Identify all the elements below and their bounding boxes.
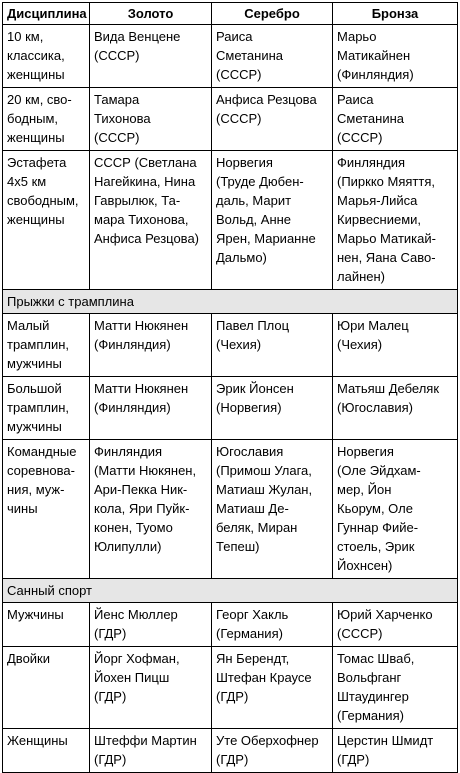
- silver-cell: Уте Оберхофнер (ГДР): [212, 729, 333, 773]
- header-silver: Серебро: [212, 3, 333, 25]
- silver-cell: Георг Хакль (Германия): [212, 603, 333, 647]
- discipline-cell: 10 км, классика, женщины: [3, 25, 90, 88]
- bronze-cell: Раиса Сметанина (СССР): [333, 88, 458, 151]
- table-row: [3, 440, 458, 579]
- silver-cell: Эрик Йонсен (Норвегия): [212, 377, 333, 440]
- table-row: [3, 729, 458, 773]
- header-gold: Золото: [90, 3, 212, 25]
- gold-cell: Вида Венцене (СССР): [90, 25, 212, 88]
- bronze-cell: Матьяш Дебеляк (Югославия): [333, 377, 458, 440]
- discipline-cell: Большой трамплин, мужчины: [3, 377, 90, 440]
- silver-cell: Анфиса Резцова (СССР): [212, 88, 333, 151]
- bronze-cell: Юри Малец (Чехия): [333, 314, 458, 377]
- section-title: Санный спорт: [3, 579, 458, 603]
- table-row: [3, 647, 458, 729]
- discipline-cell: 20 км, сво- бодным, женщины: [3, 88, 90, 151]
- discipline-cell: Женщины: [3, 729, 90, 773]
- table-row: [3, 377, 458, 440]
- header-bronze: Бронза: [333, 3, 458, 25]
- table-row: [3, 151, 458, 290]
- bronze-cell: Марьо Матикайнен (Финляндия): [333, 25, 458, 88]
- table-row: [3, 25, 458, 88]
- header-discipline: Дисциплина: [3, 3, 90, 25]
- silver-cell: Павел Плоц (Чехия): [212, 314, 333, 377]
- bronze-cell: Юрий Харченко (СССР): [333, 603, 458, 647]
- section-row: [3, 579, 458, 603]
- bronze-cell: Церстин Шмидт (ГДР): [333, 729, 458, 773]
- results-table: [2, 2, 458, 773]
- discipline-cell: Эстафета 4x5 км свободным, женщины: [3, 151, 90, 290]
- gold-cell: СССР (Светлана Нагейкина, Нина Гаврылюк, Та- мара Тихонова, Анфиса Резцова): [90, 151, 212, 290]
- bronze-cell: Финляндия (Пиркко Мяяття, Марья-Лийса Кирвесниеми, Марьо Матикай- нен, Яана Саво- лайнен): [333, 151, 458, 290]
- section-title: Прыжки с трамплина: [3, 290, 458, 314]
- gold-cell: Финляндия (Матти Нюкянен, Ари-Пекка Ник- кола, Яри Пуйк- конен, Туомо Юлипулли): [90, 440, 212, 579]
- silver-cell: Норвегия (Труде Дюбен- даль, Марит Вольд, Анне Ярен, Марианне Дальмо): [212, 151, 333, 290]
- gold-cell: Матти Нюкянен (Финляндия): [90, 377, 212, 440]
- bronze-cell: Норвегия (Оле Эйдхам- мер, Йон Кьорум, Оле Гуннар Фийе- стоель, Эрик Йохнсен): [333, 440, 458, 579]
- discipline-cell: Мужчины: [3, 603, 90, 647]
- gold-cell: Йенс Мюллер (ГДР): [90, 603, 212, 647]
- discipline-cell: Двойки: [3, 647, 90, 729]
- table-row: [3, 88, 458, 151]
- section-row: [3, 290, 458, 314]
- header-row: [3, 3, 458, 25]
- discipline-cell: Малый трамплин, мужчины: [3, 314, 90, 377]
- gold-cell: Штеффи Мартин (ГДР): [90, 729, 212, 773]
- table-row: [3, 603, 458, 647]
- silver-cell: Ян Берендт, Штефан Краусе (ГДР): [212, 647, 333, 729]
- silver-cell: Раиса Сметанина (СССР): [212, 25, 333, 88]
- discipline-cell: Командные соревнова- ния, муж- чины: [3, 440, 90, 579]
- gold-cell: Матти Нюкянен (Финляндия): [90, 314, 212, 377]
- bronze-cell: Томас Шваб, Вольфганг Штаудингер (Германия): [333, 647, 458, 729]
- table-row: [3, 314, 458, 377]
- gold-cell: Тамара Тихонова (СССР): [90, 88, 212, 151]
- gold-cell: Йорг Хофман, Йохен Пицш (ГДР): [90, 647, 212, 729]
- table-body: [3, 25, 458, 773]
- silver-cell: Югославия (Примош Улага, Матиаш Жулан, Матиаш Де- беляк, Миран Тепеш): [212, 440, 333, 579]
